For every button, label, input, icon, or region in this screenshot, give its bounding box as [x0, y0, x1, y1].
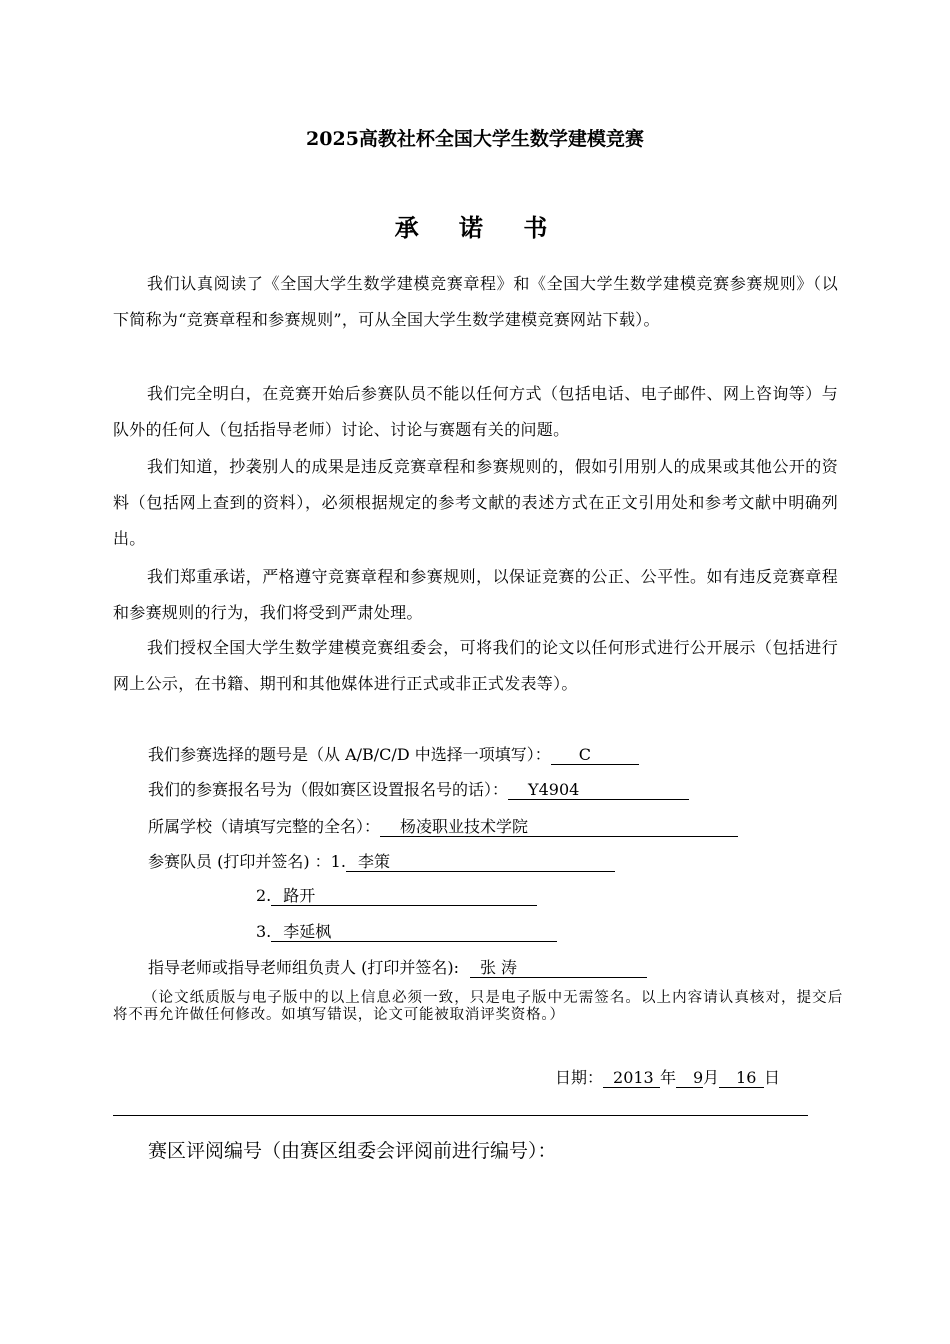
- member-number-1: 1.: [330, 852, 346, 871]
- divider-line: [113, 1115, 808, 1116]
- member-name-2: 路开: [271, 886, 537, 906]
- date-day: 16: [719, 1068, 764, 1088]
- member-name-1: 李策: [346, 852, 615, 872]
- document-subtitle: 承 诺 书: [394, 213, 564, 242]
- date-day-unit: 日: [764, 1068, 781, 1087]
- registration-label: 我们的参赛报名号为（假如赛区设置报名号的话）：: [148, 780, 509, 799]
- paragraph-4: 我们郑重承诺，严格遵守竞赛章程和参赛规则，以保证竞赛的公正、公平性。如有违反竞赛章程和参赛规则的行为，我们将受到严肃处理。: [113, 567, 838, 622]
- member-number-3: 3.: [256, 922, 272, 941]
- date-year-unit: 年: [660, 1068, 677, 1087]
- school-row: [148, 816, 738, 838]
- member-number-2: 2.: [256, 886, 272, 905]
- date-month: 9: [676, 1068, 703, 1088]
- member-name-3: 李延枫: [271, 922, 557, 942]
- review-number-label: 赛区评阅编号（由赛区组委会评阅前进行编号）：: [148, 1140, 557, 1162]
- registration-value: Y4904: [508, 780, 689, 800]
- paragraph-2: 我们完全明白，在竞赛开始后参赛队员不能以任何方式（包括电话、电子邮件、网上咨询等）与队外的任何人（包括指导老师）讨论、讨论与赛题有关的问题。: [113, 384, 838, 439]
- registration-row: [148, 779, 689, 801]
- paragraph-1: 我们认真阅读了《全国大学生数学建模竞赛章程》和《全国大学生数学建模竞赛参赛规则》（以下简称为“竞赛章程和参赛规则”，可从全国大学生数学建模竞赛网站下载）。: [113, 274, 838, 329]
- member-row-1: [148, 851, 615, 873]
- problem-label: 我们参赛选择的题号是（从 A/B/C/D 中选择一项填写）：: [148, 745, 551, 764]
- advisor-label: 指导老师或指导老师组负责人 (打印并签名):: [148, 958, 459, 977]
- advisor-row: [148, 957, 647, 979]
- date-month-unit: 月: [703, 1068, 720, 1087]
- date-label: 日期：: [555, 1068, 604, 1087]
- school-value: 杨凌职业技术学院: [380, 817, 738, 837]
- paragraph-3: 我们知道，抄袭别人的成果是违反竞赛章程和参赛规则的，假如引用别人的成果或其他公开的资料（包括网上查到的资料），必须根据规定的参考文献的表述方式在正文引用处和参考文献中明确列出。: [113, 457, 838, 548]
- notice-text: （论文纸质版与电子版中的以上信息必须一致，只是电子版中无需签名。以上内容请认真核对，提交后将不再允许做任何修改。如填写错误，论文可能被取消评奖资格。）: [113, 990, 843, 1023]
- member-row-2: [256, 885, 537, 907]
- paragraph-5: 我们授权全国大学生数学建模竞赛组委会，可将我们的论文以任何形式进行公开展示（包括进行网上公示，在书籍、期刊和其他媒体进行正式或非正式发表等）。: [113, 638, 838, 693]
- date-year: 2013: [603, 1068, 660, 1088]
- members-label: 参赛队员 (打印并签名) ：: [148, 852, 331, 871]
- problem-value: C: [551, 745, 639, 765]
- advisor-value: 张 涛: [470, 958, 647, 978]
- school-label: 所属学校（请填写完整的全名）：: [148, 817, 381, 836]
- member-row-3: [256, 921, 557, 943]
- problem-row: [148, 744, 639, 766]
- date-row: [555, 1067, 780, 1089]
- document-title: 2025高教社杯全国大学生数学建模竞赛: [306, 128, 644, 150]
